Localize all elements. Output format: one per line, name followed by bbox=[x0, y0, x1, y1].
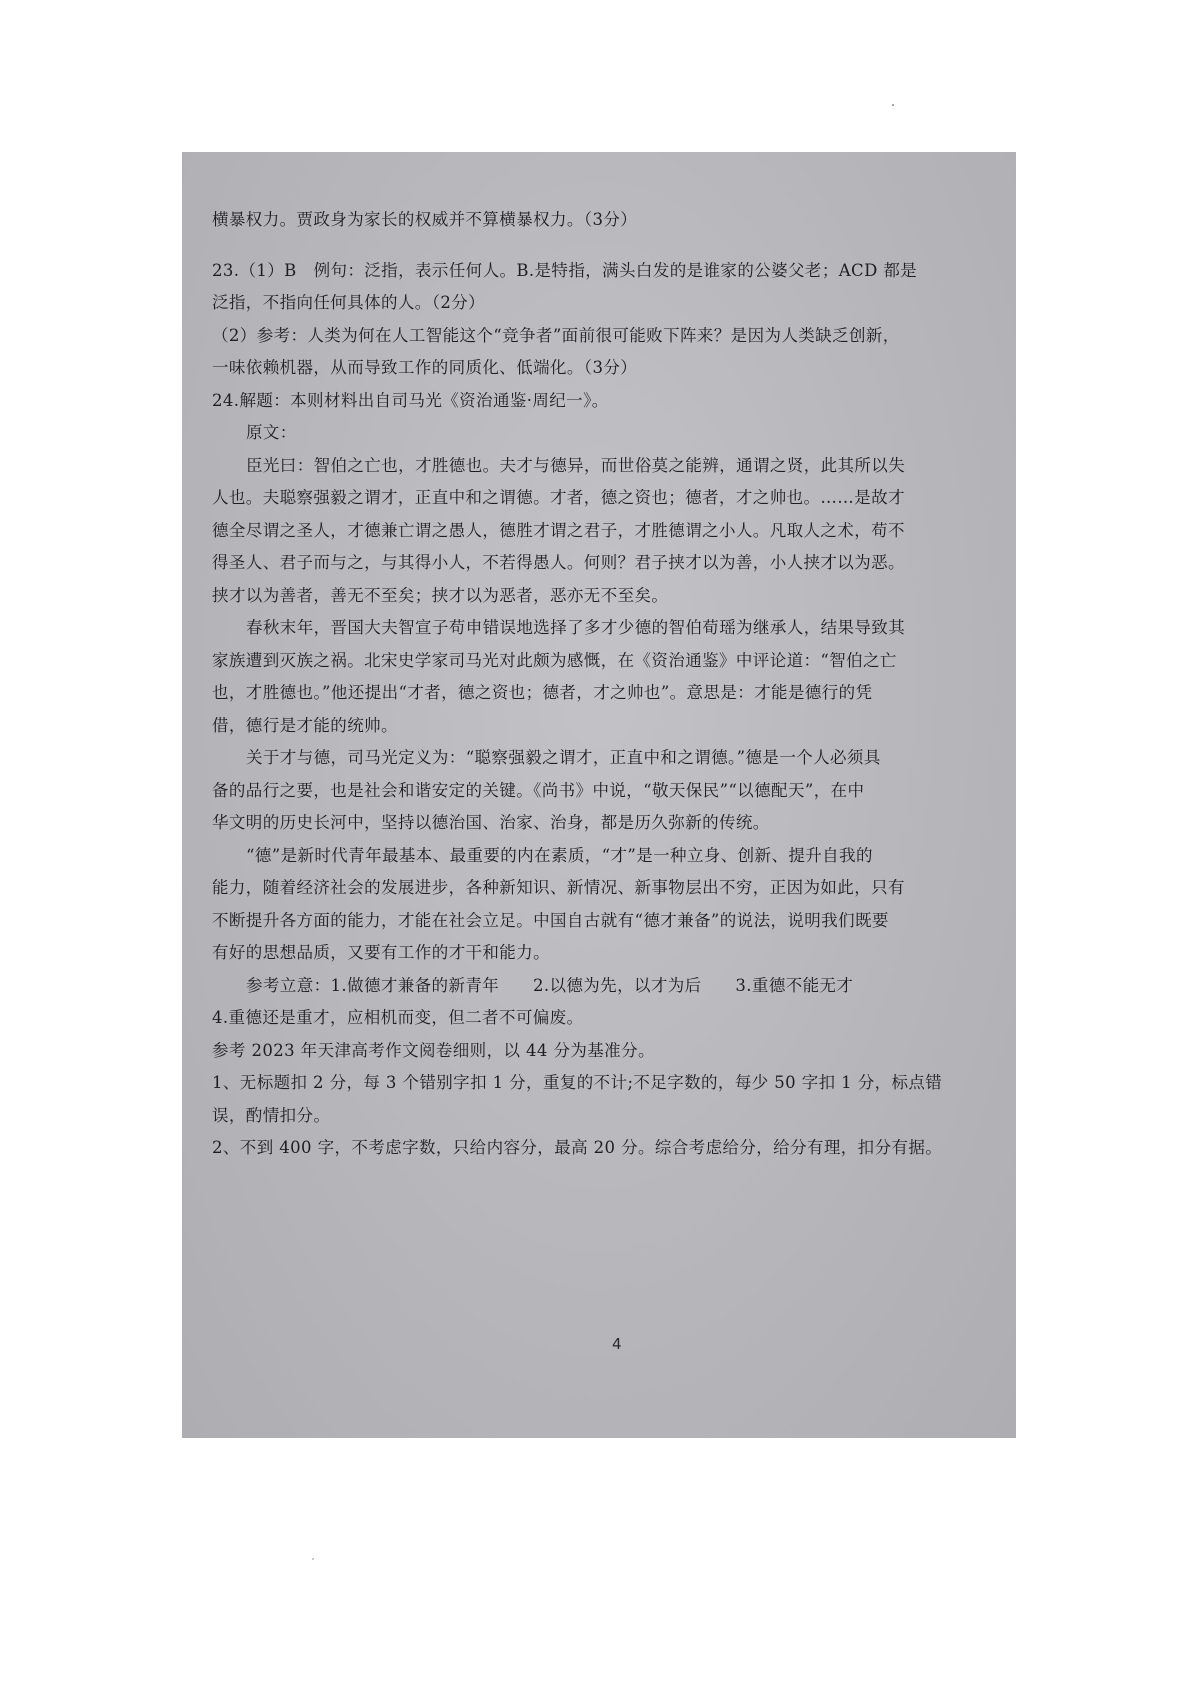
text-line: 借，德行是才能的统帅。 bbox=[212, 715, 398, 735]
text-line: （2）参考：人类为何在人工智能这个“竞争者”面前很可能败下阵来？是因为人类缺乏创新， bbox=[212, 325, 900, 345]
scan-speck bbox=[312, 1558, 314, 1560]
text-line: 能力，随着经济社会的发展进步，各种新知识、新情况、新事物层出不穷，正因为如此，只有 bbox=[212, 878, 905, 897]
text-line: “德”是新时代青年最基本、最重要的内在素质，“才”是一种立身、创新、提升自我的 bbox=[246, 845, 873, 865]
text-line: 23.（1）B 例句：泛指，表示任何人。B.是特指，满头白发的是谁家的公婆父老；ACD 都是 bbox=[212, 260, 918, 280]
text-line: 一味依赖机器，从而导致工作的同质化、低端化。（3分） bbox=[212, 358, 638, 377]
text-line: 人也。夫聪察强毅之谓才，正直中和之谓德。才者，德之资也；德者，才之帅也。……是故才 bbox=[212, 488, 905, 507]
text-line: 也，才胜德也。”他还提出“才者，德之资也；德者，才之帅也”。意思是：才能是德行的凭 bbox=[212, 683, 873, 702]
text-line: 参考立意：1.做德才兼备的新青年 2.以德为先，以才为后 3.重德不能无才 bbox=[246, 975, 854, 995]
text-line: 备的品行之要，也是社会和谐安定的关键。《尚书》中说，“敬天保民”“以德配天”，在中 bbox=[212, 780, 865, 800]
answer-text bbox=[212, 204, 1012, 1165]
scanned-page bbox=[182, 152, 1016, 1438]
scan-speck bbox=[892, 104, 894, 106]
text-line: 2、不到 400 字，不考虑字数，只给内容分，最高 20 分。综合考虑给分，给分有理，扣分有据。 bbox=[212, 1138, 943, 1157]
text-line: 臣光曰：智伯之亡也，才胜德也。夫才与德异，而世俗莫之能辨，通谓之贤，此其所以失 bbox=[246, 455, 906, 475]
text-line: 有好的思想品质，又要有工作的才干和能力。 bbox=[212, 943, 550, 962]
text-line: 德全尽谓之圣人，才德兼亡谓之愚人，德胜才谓之君子，才胜德谓之小人。凡取人之术，苟不 bbox=[212, 520, 905, 540]
text-line: 参考 2023 年天津高考作文阅卷细则，以 44 分为基准分。 bbox=[212, 1040, 655, 1060]
text-line: 24.解题：本则材料出自司马光《资治通鉴·周纪一》。 bbox=[212, 390, 609, 410]
text-line: 华文明的历史长河中，坚持以德治国、治家、治身，都是历久弥新的传统。 bbox=[212, 813, 770, 832]
text-line: 家族遭到灭族之祸。北宋史学家司马光对此颇为感慨，在《资治通鉴》中评论道：“智伯之亡 bbox=[212, 650, 897, 670]
text-line: 误，酌情扣分。 bbox=[212, 1105, 331, 1125]
page-number: 4 bbox=[612, 1335, 622, 1353]
text-line: 泛指，不指向任何具体的人。（2分） bbox=[212, 293, 486, 312]
text-line: 关于才与德，司马光定义为：“聪察强毅之谓才，正直中和之谓德。”德是一个人必须具 bbox=[246, 748, 881, 767]
text-line: 挟才以为善者，善无不至矣；挟才以为恶者，恶亦无不至矣。 bbox=[212, 585, 669, 605]
text-line: 春秋末年，晋国大夫智宣子苟申错误地选择了多才少德的智伯荀瑶为继承人，结果导致其 bbox=[246, 618, 906, 637]
text-line: 1、无标题扣 2 分，每 3 个错别字扣 1 分，重复的不计;不足字数的，每少 50 字扣 1 分，标点错 bbox=[212, 1073, 943, 1092]
text-line: 横暴权力。贾政身为家长的权威并不算横暴权力。（3分） bbox=[212, 210, 638, 229]
text-line: 不断提升各方面的能力，才能在社会立足。中国自古就有“德才兼备”的说法，说明我们既要 bbox=[212, 910, 889, 930]
text-line: 得圣人、君子而与之，与其得小人，不若得愚人。何则？君子挟才以为善，小人挟才以为恶。 bbox=[212, 553, 905, 572]
text-line: 4.重德还是重才，应相机而变，但二者不可偏废。 bbox=[212, 1008, 584, 1027]
text-line: 原文： bbox=[246, 423, 297, 442]
